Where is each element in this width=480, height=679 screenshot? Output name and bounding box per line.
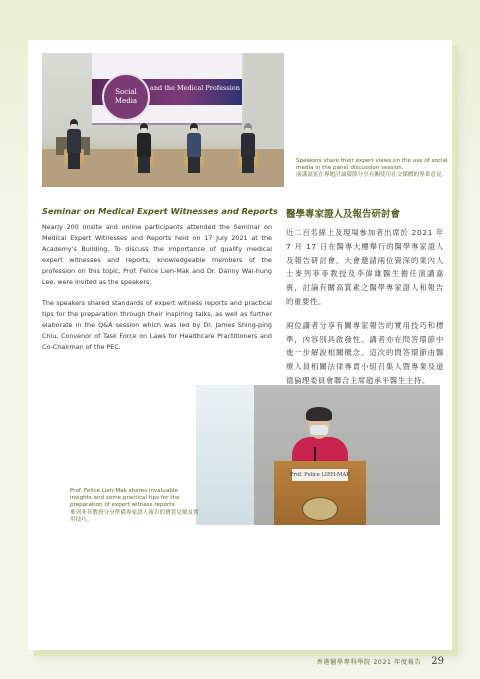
chinese-paragraph-2: 兩位講者分享有關專家報告的實用技巧和標準，內容別具啟發性。講者亦在問答環節中進一步解說相關概念。這次的問答環節由醫療人員相關法律專責小組召集人暨專業及道德倫理委員會聯合主席趙承平醫生主持。 xyxy=(286,320,444,385)
photo1-caption-en: Speakers share their expert views on the use of social media in the panel discussion session. xyxy=(296,158,448,172)
speaker-mask xyxy=(310,425,328,435)
panel-discussion-photo xyxy=(42,53,284,187)
podium-crest-icon xyxy=(302,497,338,521)
chinese-heading: 醫學專家證人及報告研討會 xyxy=(286,209,401,220)
panelist-figure xyxy=(186,123,202,173)
page-footer xyxy=(317,656,444,667)
panelist-figure xyxy=(240,123,256,173)
projection-screen xyxy=(92,53,242,125)
screen-social-line2: Media xyxy=(114,97,138,105)
screen-social-media-badge xyxy=(102,73,150,121)
speaker-podium-photo xyxy=(196,385,440,525)
chinese-article xyxy=(286,206,444,398)
panelist-figure xyxy=(136,123,152,173)
panelist-figure xyxy=(66,119,82,169)
screen-social-line1: Social xyxy=(115,88,137,97)
chinese-paragraph-1: 近二百名線上及現場參加者出席於 2021 年 7 月 17 日在醫專大樓舉行的醫學專家證人及報告研討會。大會邀請兩位資深的業內人士麥列菲菲教授及李偉雄醫生擔任演講嘉賓，討論有關高質素之醫學專家證人和報告的重要性。 xyxy=(286,228,444,306)
page-number: 29 xyxy=(431,656,444,667)
photo-window xyxy=(196,385,254,525)
photo2-caption xyxy=(70,488,200,524)
english-heading: Seminar on Medical Expert Witnesses and Reports xyxy=(42,206,278,216)
speaker-nameplate: Prof. Felice LIEH-MAK xyxy=(292,469,348,481)
speaker-hair xyxy=(306,407,332,421)
screen-title: and the Medical Profession xyxy=(150,84,240,92)
photo2-caption-en: Prof. Felice Lieh-Mak shares invaluable insights and some practical tips for the preparation of expert witness reports. xyxy=(70,488,180,509)
english-paragraph-1: Nearly 200 onsite and online participants attended the Seminar on Medical Expert Witnesses and Reports held on 17 July 2021 at the Academy's Building. To discuss the importance of quality medical expert witnesses and reports, knowledgeable members of the profession on this topic, Prof. Felice Lieh-Mak and Dr. Danny Wai-hung Lee, were invited as the speakers. xyxy=(42,223,272,287)
photo2-caption-zh: 麥列菲菲教授分享準備專家證人報告的寶貴見解及實用技巧。 xyxy=(70,509,199,523)
photo1-caption xyxy=(296,158,456,180)
photo1-caption-zh: 演講嘉賓在專題討論環節分享有關使用社交媒體的專業意見。 xyxy=(296,172,448,179)
publication-title: 香港醫學專科學院 2021 年度報告 xyxy=(316,659,422,666)
english-paragraph-2: The speakers shared standards of expert witness reports and practical tips for the preparation through their inspiring talks, as well as further elaborate in the Q&A session which was led by Dr. James Shing-ping Chiu, Convenor of Task Force on Laws for Healthcare Practitioners and Co-Chairman of the PEC. xyxy=(42,298,272,351)
english-article xyxy=(42,206,278,362)
